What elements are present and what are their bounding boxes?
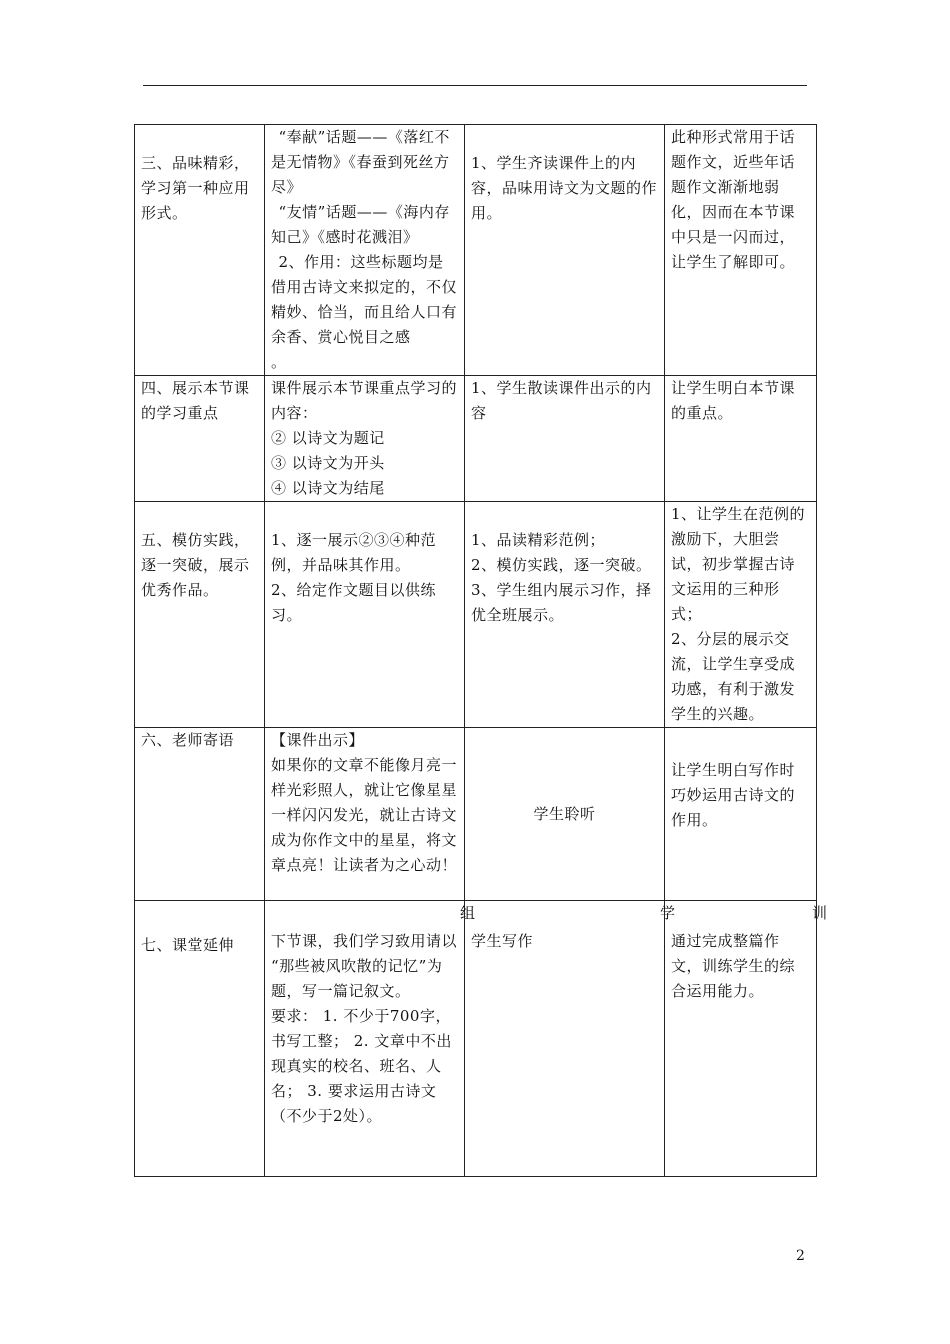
student-cell (465, 125, 665, 376)
student-line: 学生写作 (471, 932, 534, 950)
purpose-line: 让学生明白本节课的重点。 (671, 379, 796, 422)
page-number: 2 (796, 1248, 805, 1264)
content-line: 要求： 1. 不少于700字，书写工整； 2. 文章中不出现真实的校名、班名、人名； 3. 要求运用古诗文（不少于2处）。 (271, 1007, 452, 1125)
table-row (135, 728, 817, 901)
table-row (135, 901, 817, 1177)
student-cell (465, 901, 665, 1177)
student-line: 3、学生组内展示习作，择优全班展示。 (471, 581, 652, 624)
content-line: “奉献”话题——《落红不是无情物》《春蚕到死丝方尽》 (271, 128, 450, 196)
purpose-cell (665, 125, 817, 376)
content-line: 【课件出示】 (271, 731, 365, 749)
purpose-line: 此种形式常用于话题作文，近些年话题作文渐渐地弱化，因而在本节课中只是一闪而过，让学生了解即可。 (671, 128, 796, 271)
table-row (135, 502, 817, 728)
stage-cell (135, 376, 265, 502)
content-line: ② 以诗文为题记 (271, 429, 385, 447)
content-cell (265, 376, 465, 502)
content-line: 。 (271, 353, 287, 371)
content-line: “友情”话题——《海内存知己》《感时花溅泪》 (271, 203, 450, 246)
content-cell (265, 901, 465, 1177)
content-cell (265, 728, 465, 901)
purpose-cell (665, 901, 817, 1177)
content-cell (265, 125, 465, 376)
student-line: 学生聆听 (533, 804, 596, 823)
content-line: 下节课，我们学习致用请以 “那些被风吹散的记忆”为题，写一篇记叙文。 (271, 932, 458, 1000)
stage-cell (135, 728, 265, 901)
stage-text: 三、品味精彩，学习第一种应用形式。 (141, 154, 250, 222)
content-line: 2、作用：这些标题均是借用古诗文来拟定的，不仅精妙、恰当，而且给人口有余香、赏心悦目之感 (271, 253, 458, 346)
purpose-line: 通过完成整篇作文，训练学生的综合运用能力。 (671, 932, 796, 1000)
content-line: 1、逐一展示②③④种范例，并品味其作用。 (271, 531, 437, 574)
content-line: 2、给定作文题目以供练习。 (271, 581, 437, 624)
content-line: 如果你的文章不能像月亮一样光彩照人，就让它像星星一样闪闪发光，就让古诗文成为你作文中的星星，将文章点亮！让读者为之心动！ (271, 756, 458, 874)
split-text-1: 组 (460, 904, 476, 922)
stage-text: 四、展示本节课的学习重点 (141, 379, 250, 422)
student-line: 1、品读精彩范例； (471, 531, 606, 549)
purpose-line: 让学生明白写作时巧妙运用古诗文的作用。 (671, 761, 796, 829)
content-line: ③ 以诗文为开头 (271, 454, 385, 472)
purpose-line: 2、分层的展示交流，让学生享受成功感，有利于激发学生的兴趣。 (671, 630, 796, 723)
content-line: 课件展示本节课重点学习的内容： (271, 379, 458, 422)
purpose-cell (665, 502, 817, 728)
purpose-line: 1、让学生在范例的激励下，大胆尝试，初步掌握古诗文运用的三种形式； (671, 505, 806, 623)
student-cell (465, 376, 665, 502)
stage-text: 六、老师寄语 (141, 731, 235, 749)
content-cell (265, 502, 465, 728)
split-text-2: 学 (660, 904, 676, 922)
student-cell (465, 502, 665, 728)
purpose-cell (665, 376, 817, 502)
stage-text: 五、模仿实践，逐一突破，展示优秀作品。 (141, 531, 250, 599)
student-line: 1、学生散读课件出示的内容 (471, 379, 652, 422)
student-cell (465, 728, 665, 901)
stage-cell (135, 502, 265, 728)
content-line: ④ 以诗文为结尾 (271, 479, 385, 497)
stage-cell (135, 901, 265, 1177)
purpose-cell (665, 728, 817, 901)
stage-cell (135, 125, 265, 376)
table-row (135, 125, 817, 376)
student-line: 1、学生齐读课件上的内容，品味用诗文为文题的作用。 (471, 154, 658, 222)
table-row (135, 376, 817, 502)
split-text-3: 训 (812, 904, 828, 922)
stage-text: 七、课堂延伸 (141, 936, 235, 954)
student-line: 2、模仿实践，逐一突破。 (471, 556, 652, 574)
header-rule (143, 85, 807, 86)
lesson-plan-table (134, 124, 817, 1177)
